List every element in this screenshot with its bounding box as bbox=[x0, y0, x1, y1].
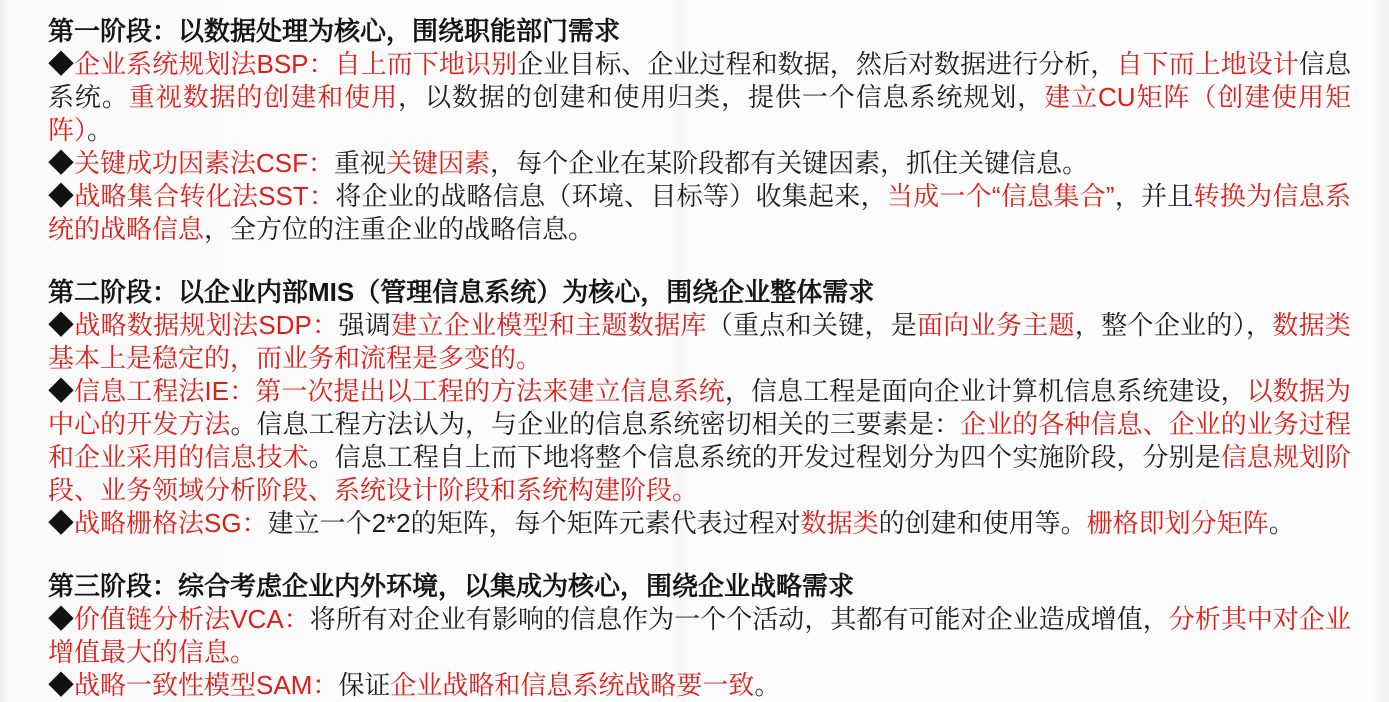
text-segment: 价值链分析法VCA： bbox=[74, 604, 310, 634]
diamond-bullet-icon: ◆ bbox=[48, 508, 75, 538]
stage-heading: 第三阶段：综合考虑企业内外环境，以集成为核心，围绕企业战略需求 bbox=[48, 571, 855, 601]
diamond-bullet-icon: ◆ bbox=[48, 376, 75, 406]
text-segment: 以数据为中心的开发方法 bbox=[48, 376, 1351, 439]
diamond-bullet-icon: ◆ bbox=[48, 181, 75, 211]
method-item bbox=[48, 309, 1351, 375]
stage-section-2 bbox=[48, 276, 1351, 540]
stage-heading: 第二阶段：以企业内部MIS（管理信息系统）为核心，围绕企业整体需求 bbox=[48, 277, 875, 307]
method-item bbox=[48, 375, 1351, 507]
method-item bbox=[48, 147, 1351, 180]
text-segment: 。 bbox=[754, 670, 781, 700]
text-segment: 数据类基本上是稳定的，而业务和流程是多变的。 bbox=[48, 310, 1351, 373]
stage-section-1 bbox=[48, 15, 1351, 246]
text-segment: 转换为信息系统的战略信息 bbox=[48, 181, 1351, 244]
text-segment: 建立CU矩阵（创建使用矩阵） bbox=[48, 82, 1351, 145]
text-segment: 。 bbox=[1268, 508, 1295, 538]
text-segment: 将所有对企业有影响的信息作为一个个活动，其都有可能对企业造成增值， bbox=[309, 604, 1169, 634]
diamond-bullet-icon: ◆ bbox=[48, 49, 75, 79]
diamond-bullet-icon: ◆ bbox=[48, 310, 75, 340]
text-segment: 栅格即划分矩阵 bbox=[1086, 508, 1269, 538]
text-segment: 分析其中对企业增值最大的信息。 bbox=[48, 604, 1351, 667]
text-segment: 战略集合转化法SST： bbox=[74, 181, 336, 211]
text-segment: 建立企业模型和主题数据库 bbox=[391, 310, 707, 340]
text-segment: 信息系统。 bbox=[48, 49, 1351, 112]
text-segment: ，每个企业在某阶段都有关键因素，抓住关键信息。 bbox=[490, 148, 1089, 178]
text-segment: 关键成功因素法CSF： bbox=[74, 148, 335, 178]
text-segment: 信息工程法IE：第一次提出以工程的方法来建立信息系统 bbox=[74, 376, 725, 406]
text-segment: 企业战略和信息系统战略要一致 bbox=[390, 670, 755, 700]
text-segment: 保证 bbox=[338, 670, 391, 700]
text-segment: ，整个企业的）， bbox=[1074, 310, 1273, 340]
text-segment: ，全方位的注重企业的战略信息。 bbox=[204, 214, 595, 244]
text-segment: 重视数据的创建和使用 bbox=[128, 82, 399, 112]
text-segment: 企业目标、企业过程和数据，然后对数据进行分析， bbox=[517, 49, 1117, 79]
text-segment: 战略一致性模型SAM： bbox=[74, 670, 339, 700]
text-segment: 将企业的战略信息（环境、目标等）收集起来， bbox=[335, 181, 887, 211]
text-segment: 面向业务主题 bbox=[917, 310, 1075, 340]
method-item bbox=[48, 180, 1351, 246]
stage-heading: 第一阶段：以数据处理为核心，围绕职能部门需求 bbox=[48, 16, 621, 46]
text-segment: 的创建和使用等。 bbox=[878, 508, 1087, 538]
text-segment: 建立一个2*2的矩阵，每个矩阵元素代表过程对 bbox=[267, 508, 801, 538]
text-segment: 强调 bbox=[338, 310, 392, 340]
text-segment: 战略数据规划法SDP： bbox=[74, 310, 339, 340]
text-segment: 企业的各种信息、企业的业务过程和企业采用的信息技术 bbox=[48, 409, 1351, 472]
text-segment: 企业系统规划法BSP：自上而下地识别 bbox=[74, 49, 518, 79]
text-segment: （重点和关键，是 bbox=[706, 310, 918, 340]
diamond-bullet-icon: ◆ bbox=[48, 148, 75, 178]
method-item bbox=[48, 507, 1351, 540]
text-segment: 。信息工程方法认为，与企业的信息系统密切相关的三要素是： bbox=[230, 409, 961, 439]
text-segment: 。 bbox=[87, 115, 114, 145]
text-segment: ，信息工程是面向企业计算机信息系统建设， bbox=[724, 376, 1247, 406]
diamond-bullet-icon: ◆ bbox=[48, 670, 75, 700]
method-item bbox=[48, 48, 1351, 147]
text-segment: 当成一个“信息集合” bbox=[886, 181, 1115, 211]
text-segment: ，以数据的创建和使用归类，提供一个信息系统规划， bbox=[398, 82, 1045, 112]
text-segment: ，并且 bbox=[1114, 181, 1194, 211]
diamond-bullet-icon: ◆ bbox=[48, 604, 75, 634]
text-segment: 重视 bbox=[334, 148, 387, 178]
text-segment: 自下而上地设计 bbox=[1116, 49, 1299, 79]
text-segment: 信息规划阶段、业务领域分析阶段、系统设计阶段和系统构建阶段。 bbox=[48, 442, 1351, 505]
text-segment: 数据类 bbox=[800, 508, 879, 538]
text-segment: 。信息工程自上而下地将整个信息系统的开发过程划分为四个实施阶段，分别是 bbox=[308, 442, 1221, 472]
method-item bbox=[48, 603, 1351, 669]
stage-section-3 bbox=[48, 570, 1351, 702]
text-segment: 关键因素 bbox=[386, 148, 491, 178]
text-segment: 战略栅格法SG： bbox=[74, 508, 268, 538]
